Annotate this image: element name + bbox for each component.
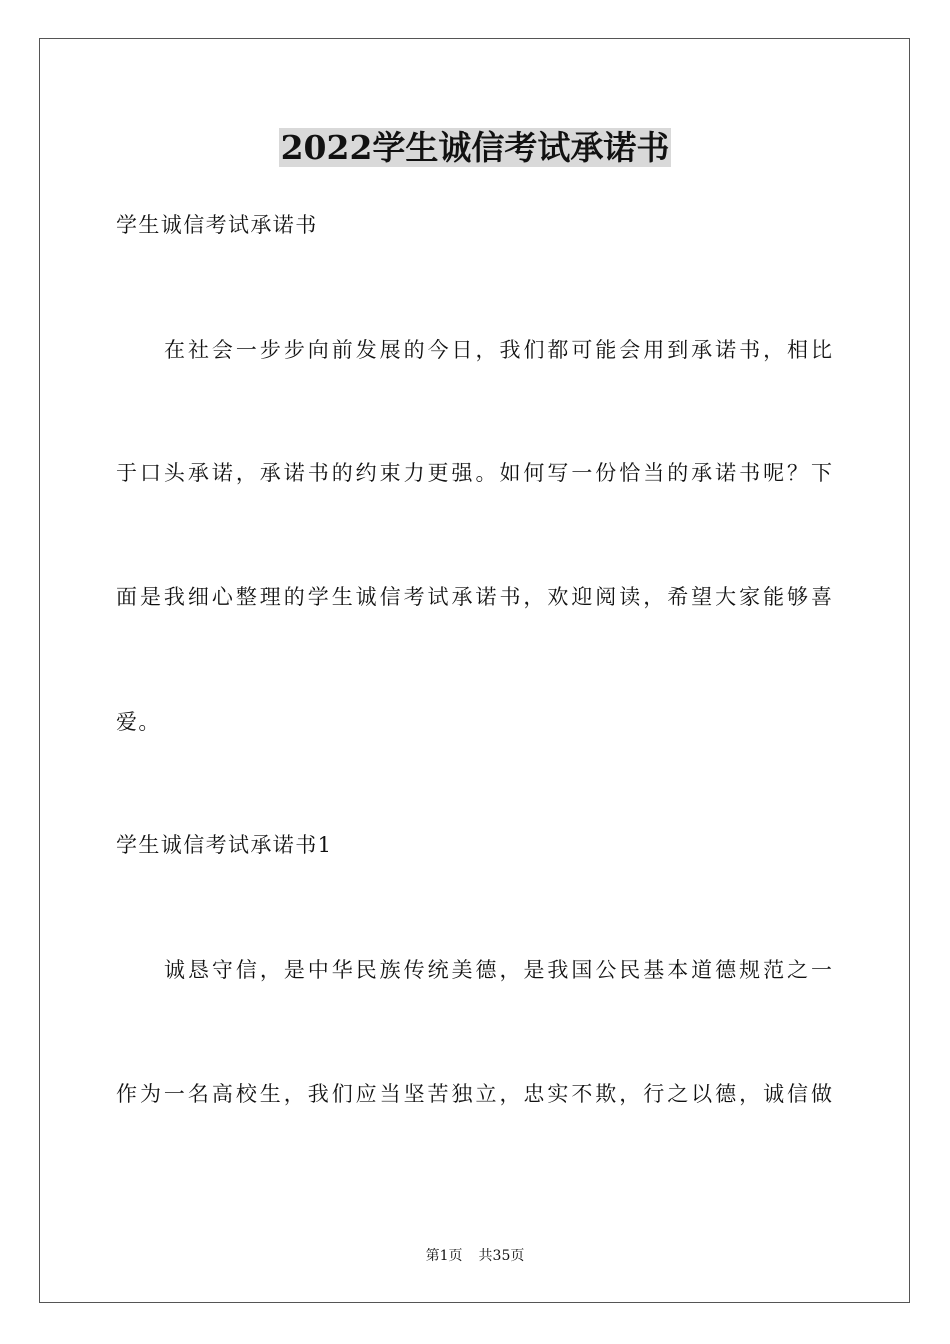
paragraph-line: 于口头承诺，承诺书的约束力更强。如何写一份恰当的承诺书呢？下 [116, 461, 832, 485]
document-title: 2022学生诚信考试承诺书 [280, 128, 670, 167]
paragraph-line: 面是我细心整理的学生诚信考试承诺书，欢迎阅读，希望大家能够喜 [116, 585, 832, 609]
paragraph-line: 在社会一步步向前发展的今日，我们都可能会用到承诺书，相比 [164, 338, 832, 362]
page-footer [0, 1247, 950, 1265]
subtitle-line: 学生诚信考试承诺书 [116, 213, 318, 237]
paragraph-line: 爱。 [116, 710, 161, 734]
page-number: 第1页 [425, 1248, 463, 1264]
paragraph-line: 诚恳守信，是中华民族传统美德，是我国公民基本道德规范之一 [164, 958, 832, 982]
section-heading: 学生诚信考试承诺书1 [116, 833, 333, 857]
page-total: 共35页 [478, 1248, 525, 1264]
paragraph-line: 作为一名高校生，我们应当坚苦独立，忠实不欺，行之以德，诚信做 [116, 1082, 832, 1106]
